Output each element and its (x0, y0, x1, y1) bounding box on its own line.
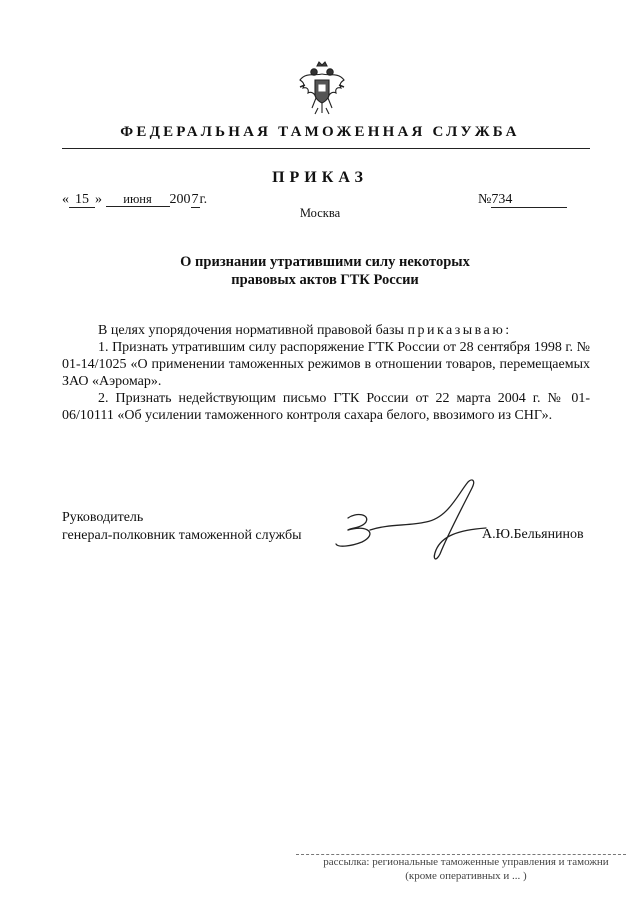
agency-name: ФЕДЕРАЛЬНАЯ ТАМОЖЕННАЯ СЛУЖБА (120, 124, 520, 140)
date-close-quote: » (95, 192, 102, 207)
handwritten-signature (308, 474, 488, 566)
signatory-name: А.Ю.Бельянинов (482, 527, 584, 542)
signatory-title (62, 509, 301, 545)
signatory-title-line-2: генерал-полковник таможенной службы (62, 528, 302, 543)
date-day: 15 (69, 193, 95, 208)
city: Москва (299, 206, 341, 220)
subject-line-2: правовых актов ГТК России (231, 272, 419, 288)
date-open-quote: « (62, 192, 69, 207)
date-year-digit: 7 (191, 192, 199, 207)
date-year-prefix: 200 (169, 192, 191, 207)
header-divider (62, 148, 590, 149)
distribution-list (296, 855, 636, 883)
distribution-line-2: (кроме оперативных и ... ) (405, 870, 527, 882)
intro-decree-word: приказываю: (407, 323, 512, 338)
item-2: 2. Признать недействующим письмо ГТК России от 22 марта 2004 г. № 01-06/10111 «Об усилении таможенного контроля сахара белого, ввозимого из СНГ». (62, 391, 590, 423)
double-headed-eagle-icon (297, 58, 347, 118)
signatory-title-line-1: Руководитель (62, 510, 144, 525)
item-1: 1. Признать утратившим силу распоряжение ГТК России от 28 сентября 1998 г. № 01-14/1025 «О применении таможенных режимов в отношении товаров, перемещаемых ЗАО «Аэромар». (62, 340, 590, 389)
distribution-line-1: рассылка: региональные таможенные управления и таможни (323, 856, 609, 868)
number-value: 734 (491, 193, 567, 208)
number-prefix: № (478, 192, 492, 207)
order-body (62, 322, 590, 424)
subject-line-1: О признании утратившими силу некоторых (180, 254, 470, 270)
intro-text: В целях упорядочения нормативной правовой базы (98, 323, 408, 338)
document-title: ПРИКАЗ (272, 169, 368, 186)
date-month: июня (106, 192, 170, 207)
date-year-suffix: г. (199, 192, 208, 207)
subject-heading (140, 253, 510, 289)
intro-paragraph (62, 322, 590, 339)
